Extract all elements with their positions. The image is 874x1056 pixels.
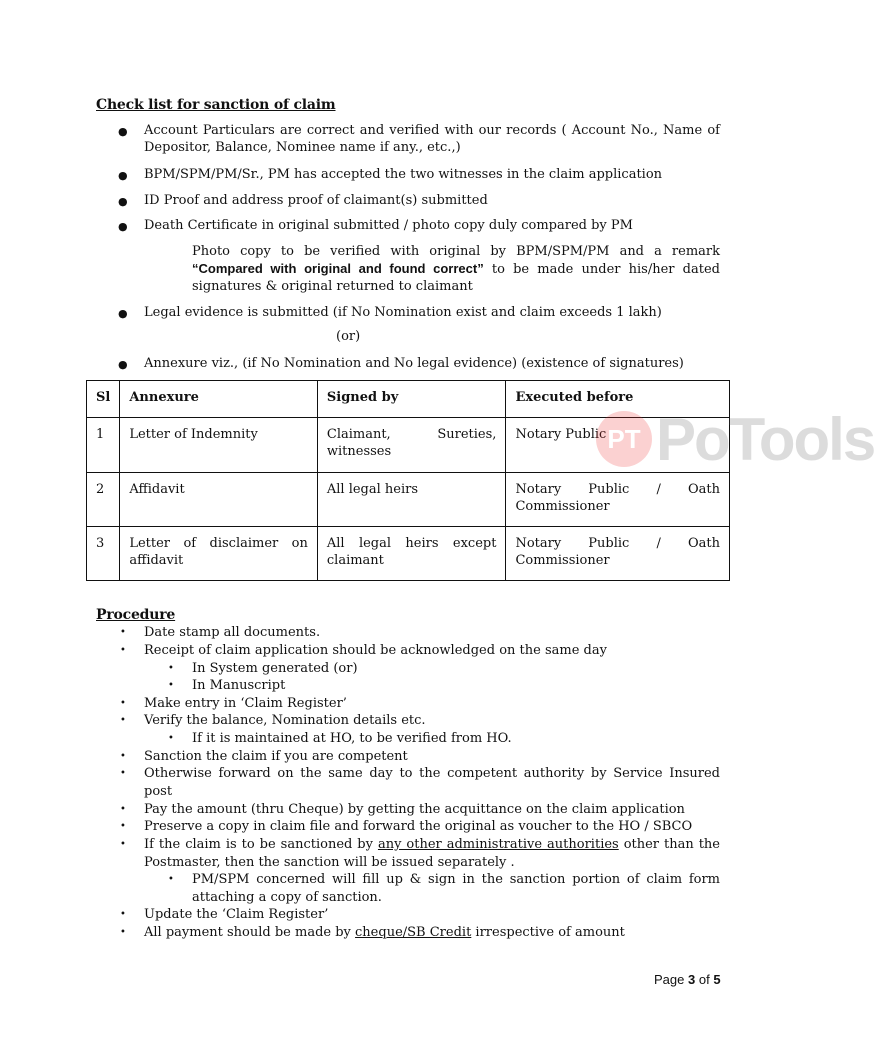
checklist-item-1: Account Particulars are correct and verified with our records ( Account No., Name of Depositor, Balance, Nominee name if any., etc.,) bbox=[144, 123, 720, 155]
item-underlined-text: any other administrative authorities bbox=[377, 837, 619, 852]
header-sl: Sl bbox=[87, 381, 120, 418]
procedure-item: Sanction the claim if you are competent bbox=[144, 749, 408, 764]
footer-page-word: Page bbox=[654, 972, 685, 987]
procedure-item bbox=[144, 836, 720, 871]
checklist-item-3: ID Proof and address proof of claimant(s) submitted bbox=[144, 193, 488, 208]
cell-executed-before: Notary Public / Oath Commissioner bbox=[506, 527, 730, 581]
item-text: If the claim is to be sanctioned by bbox=[144, 837, 378, 852]
page-number-footer bbox=[654, 972, 721, 987]
procedure-subitem: In Manuscript bbox=[192, 678, 286, 693]
bullet: • bbox=[120, 715, 126, 726]
cell-executed-before: Notary Public / Oath Commissioner bbox=[506, 473, 730, 527]
item-text: All payment should be made by bbox=[144, 925, 356, 940]
table-row bbox=[87, 473, 730, 527]
bullet: • bbox=[120, 909, 126, 920]
cell-sl: 1 bbox=[87, 418, 120, 473]
table-row bbox=[87, 527, 730, 581]
procedure-item: Receipt of claim application should be acknowledged on the same day bbox=[144, 643, 607, 658]
bullet: • bbox=[168, 733, 174, 744]
cell-sl: 3 bbox=[87, 527, 120, 581]
checklist-item-2: BPM/SPM/PM/Sr., PM has accepted the two witnesses in the claim application bbox=[144, 167, 663, 182]
checklist-item-4: Death Certificate in original submitted / photo copy duly compared by PM bbox=[144, 218, 633, 233]
footer-total-pages: 5 bbox=[713, 972, 721, 987]
note-text-2: to be made under his/her dated signatures & original returned to claimant bbox=[192, 262, 720, 294]
procedure-item: Date stamp all documents. bbox=[144, 625, 321, 640]
bullet: ● bbox=[118, 220, 128, 233]
item-underlined-text: cheque/SB Credit bbox=[355, 925, 472, 940]
bullet: ● bbox=[118, 358, 128, 371]
checklist-title: Check list for sanction of claim bbox=[96, 97, 336, 113]
cell-signed-by: All legal heirs bbox=[317, 473, 506, 527]
header-signed-by: Signed by bbox=[317, 381, 506, 418]
procedure-item: Make entry in ‘Claim Register’ bbox=[144, 696, 347, 711]
bullet: • bbox=[120, 821, 126, 832]
bullet: • bbox=[120, 839, 126, 850]
cell-signed-by: All legal heirs except claimant bbox=[317, 527, 506, 581]
header-executed-before: Executed before bbox=[506, 381, 730, 418]
procedure-subitem: In System generated (or) bbox=[192, 661, 358, 676]
header-annexure: Annexure bbox=[120, 381, 318, 418]
or-text: (or) bbox=[336, 329, 361, 344]
cell-annexure: Letter of disclaimer on affidavit bbox=[120, 527, 318, 581]
footer-current-page: 3 bbox=[688, 972, 696, 987]
procedure-item bbox=[144, 924, 720, 942]
bullet: ● bbox=[118, 195, 128, 208]
item-text: other than the Postmaster, then the sanction will be issued separately . bbox=[144, 837, 720, 870]
bullet: • bbox=[120, 627, 126, 638]
cell-signed-by: Claimant, Sureties, witnesses bbox=[317, 418, 506, 473]
bullet: • bbox=[120, 768, 126, 779]
bullet: • bbox=[120, 751, 126, 762]
footer-of-word: of bbox=[698, 972, 710, 987]
cell-annexure: Affidavit bbox=[120, 473, 318, 527]
cell-sl: 2 bbox=[87, 473, 120, 527]
procedure-subitem: PM/SPM concerned will fill up & sign in the sanction portion of claim form attaching a copy of sanction. bbox=[192, 872, 720, 905]
bullet: • bbox=[168, 663, 174, 674]
legal-evidence-item: Legal evidence is submitted (if No Nomination exist and claim exceeds 1 lakh) bbox=[144, 305, 662, 320]
potools-logo-icon: PT bbox=[596, 411, 652, 467]
cell-annexure: Letter of Indemnity bbox=[120, 418, 318, 473]
procedure-item: Preserve a copy in claim file and forward the original as voucher to the HO / SBCO bbox=[144, 819, 693, 834]
bullet: • bbox=[120, 927, 126, 938]
bullet: ● bbox=[118, 169, 128, 182]
bullet: ● bbox=[118, 307, 128, 320]
bullet: • bbox=[120, 804, 126, 815]
procedure-title: Procedure bbox=[96, 607, 176, 623]
procedure-subitem: If it is maintained at HO, to be verified from HO. bbox=[192, 731, 512, 746]
bullet: ● bbox=[118, 125, 128, 138]
watermark-text: PoTools bbox=[656, 405, 874, 473]
procedure-item: Verify the balance, Nomination details etc. bbox=[144, 713, 426, 728]
procedure-item: Pay the amount (thru Cheque) by getting the acquittance on the claim application bbox=[144, 802, 685, 817]
note-bold-remark: “Compared with original and found correct” bbox=[192, 261, 484, 276]
bullet: • bbox=[120, 645, 126, 656]
bullet: • bbox=[168, 874, 174, 885]
cell-executed-before: Notary Public bbox=[506, 418, 730, 473]
procedure-item: Update the ‘Claim Register’ bbox=[144, 907, 329, 922]
annexure-item: Annexure viz., (if No Nomination and No legal evidence) (existence of signatures) bbox=[144, 356, 684, 371]
bullet: • bbox=[168, 680, 174, 691]
photo-copy-note bbox=[192, 243, 720, 295]
procedure-item: Otherwise forward on the same day to the competent authority by Service Insured post bbox=[144, 766, 720, 799]
item-text: irrespective of amount bbox=[471, 925, 625, 940]
potools-watermark bbox=[596, 406, 874, 472]
note-text-1: Photo copy to be verified with original by BPM/SPM/PM and a remark bbox=[192, 244, 720, 259]
bullet: • bbox=[120, 698, 126, 709]
